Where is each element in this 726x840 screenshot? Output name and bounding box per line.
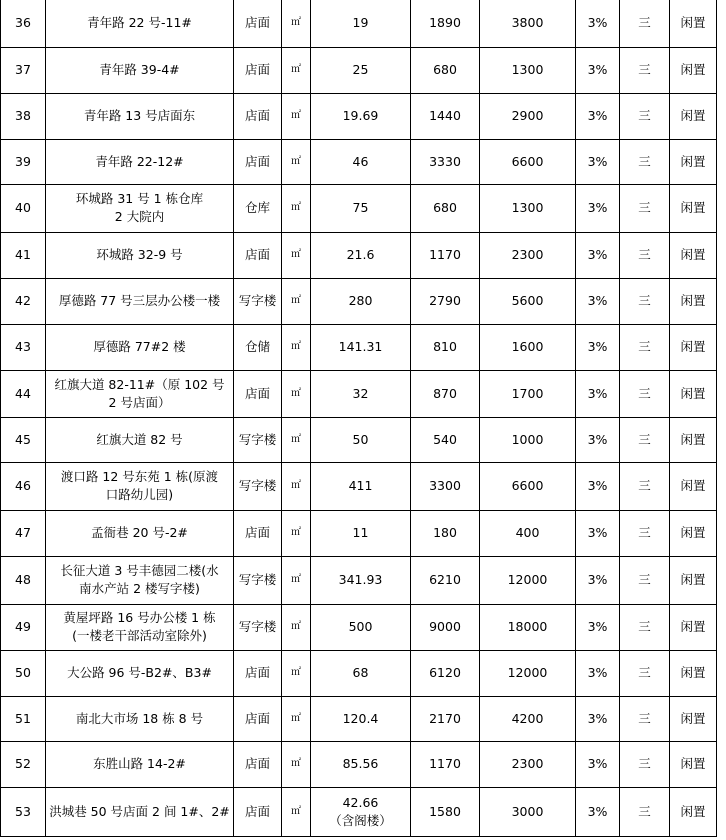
- rate-cell: 3%: [576, 787, 620, 836]
- row-number-cell: 49: [1, 604, 46, 650]
- usage-type-cell: 写字楼: [234, 556, 282, 604]
- status-cell: 闲置: [670, 696, 717, 741]
- amount-cell: 1700: [480, 370, 576, 417]
- area-line: 341.93: [338, 572, 383, 587]
- area-line: （含阁楼）: [329, 812, 392, 828]
- address-cell: [46, 370, 234, 417]
- price-cell: 3300: [411, 462, 480, 510]
- rate-cell: 3%: [576, 370, 620, 417]
- unit-cell: ㎡: [282, 741, 311, 787]
- unit-cell: ㎡: [282, 184, 311, 232]
- usage-type-cell: 仓储: [234, 324, 282, 370]
- usage-type-cell: 店面: [234, 370, 282, 417]
- address-line: 厚德路 77#2 楼: [93, 339, 186, 354]
- address-line: 青年路 13 号店面东: [83, 108, 196, 123]
- area-line: 85.56: [342, 756, 379, 771]
- table-row: [1, 787, 717, 836]
- amount-cell: 1000: [480, 417, 576, 462]
- price-cell: 810: [411, 324, 480, 370]
- unit-cell: ㎡: [282, 232, 311, 278]
- address-cell: [46, 650, 234, 696]
- status-cell: 闲置: [670, 278, 717, 324]
- row-number-cell: 46: [1, 462, 46, 510]
- amount-cell: 3800: [480, 0, 576, 47]
- address-cell: [46, 741, 234, 787]
- address-line: 南北大市场 18 栋 8 号: [75, 710, 204, 726]
- address-line: 青年路 39-4#: [99, 62, 180, 77]
- address-cell: [46, 0, 234, 47]
- grade-cell: 三: [620, 47, 670, 93]
- rate-cell: 3%: [576, 47, 620, 93]
- amount-cell: 2300: [480, 741, 576, 787]
- area-cell: [311, 0, 411, 47]
- status-cell: 闲置: [670, 741, 717, 787]
- amount-cell: 1600: [480, 324, 576, 370]
- rate-cell: 3%: [576, 696, 620, 741]
- status-cell: 闲置: [670, 232, 717, 278]
- address-cell: [46, 417, 234, 462]
- table-row: [1, 278, 717, 324]
- row-number-cell: 44: [1, 370, 46, 417]
- rate-cell: 3%: [576, 510, 620, 556]
- unit-cell: ㎡: [282, 462, 311, 510]
- rate-cell: 3%: [576, 184, 620, 232]
- rate-cell: 3%: [576, 604, 620, 650]
- amount-cell: 5600: [480, 278, 576, 324]
- usage-type-cell: 店面: [234, 93, 282, 139]
- status-cell: 闲置: [670, 417, 717, 462]
- table-row: [1, 556, 717, 604]
- amount-cell: 400: [480, 510, 576, 556]
- amount-cell: 4200: [480, 696, 576, 741]
- area-cell: [311, 47, 411, 93]
- usage-type-cell: 店面: [234, 139, 282, 184]
- grade-cell: 三: [620, 139, 670, 184]
- usage-type-cell: 写字楼: [234, 417, 282, 462]
- area-cell: [311, 324, 411, 370]
- area-line: 46: [352, 153, 369, 169]
- grade-cell: 三: [620, 696, 670, 741]
- status-cell: 闲置: [670, 604, 717, 650]
- row-number-cell: 40: [1, 184, 46, 232]
- area-cell: [311, 787, 411, 836]
- area-line: 50: [352, 431, 369, 447]
- usage-type-cell: 写字楼: [234, 604, 282, 650]
- area-cell: [311, 139, 411, 184]
- rate-cell: 3%: [576, 232, 620, 278]
- amount-cell: 1300: [480, 184, 576, 232]
- grade-cell: 三: [620, 278, 670, 324]
- grade-cell: 三: [620, 184, 670, 232]
- price-cell: 680: [411, 47, 480, 93]
- status-cell: 闲置: [670, 370, 717, 417]
- area-line: 19.69: [342, 108, 379, 123]
- area-cell: [311, 278, 411, 324]
- row-number-cell: 43: [1, 324, 46, 370]
- status-cell: 闲置: [670, 184, 717, 232]
- amount-cell: 2300: [480, 232, 576, 278]
- unit-cell: ㎡: [282, 650, 311, 696]
- table-row: [1, 324, 717, 370]
- area-cell: [311, 184, 411, 232]
- rate-cell: 3%: [576, 278, 620, 324]
- row-number-cell: 45: [1, 417, 46, 462]
- address-line: 厚德路 77 号三层办公楼一楼: [58, 293, 221, 308]
- unit-cell: ㎡: [282, 0, 311, 47]
- row-number-cell: 47: [1, 510, 46, 556]
- grade-cell: 三: [620, 604, 670, 650]
- status-cell: 闲置: [670, 47, 717, 93]
- area-cell: [311, 556, 411, 604]
- price-cell: 680: [411, 184, 480, 232]
- status-cell: 闲置: [670, 139, 717, 184]
- price-cell: 6210: [411, 556, 480, 604]
- row-number-cell: 39: [1, 139, 46, 184]
- table-row: [1, 370, 717, 417]
- area-line: 120.4: [342, 710, 379, 726]
- price-cell: 9000: [411, 604, 480, 650]
- row-number-cell: 50: [1, 650, 46, 696]
- area-cell: [311, 93, 411, 139]
- table-row: [1, 462, 717, 510]
- amount-cell: 12000: [480, 650, 576, 696]
- table-row: [1, 47, 717, 93]
- row-number-cell: 53: [1, 787, 46, 836]
- price-cell: 1170: [411, 741, 480, 787]
- unit-cell: ㎡: [282, 510, 311, 556]
- table-row: [1, 0, 717, 47]
- rate-cell: 3%: [576, 139, 620, 184]
- amount-cell: 2900: [480, 93, 576, 139]
- table-row: [1, 93, 717, 139]
- address-cell: [46, 47, 234, 93]
- area-cell: [311, 650, 411, 696]
- address-line: 红旗大道 82-11#（原 102 号: [54, 376, 225, 392]
- row-number-cell: 48: [1, 556, 46, 604]
- area-cell: [311, 370, 411, 417]
- area-line: 11: [352, 525, 369, 540]
- table-row: [1, 232, 717, 278]
- grade-cell: 三: [620, 462, 670, 510]
- address-line: (一楼老干部活动室除外): [72, 628, 207, 643]
- unit-cell: ㎡: [282, 696, 311, 741]
- table-body: [1, 0, 717, 836]
- address-cell: [46, 232, 234, 278]
- row-number-cell: 36: [1, 0, 46, 47]
- usage-type-cell: 店面: [234, 47, 282, 93]
- address-line: 红旗大道 82 号: [96, 431, 183, 447]
- usage-type-cell: 写字楼: [234, 278, 282, 324]
- area-line: 32: [352, 385, 369, 401]
- row-number-cell: 41: [1, 232, 46, 278]
- rate-cell: 3%: [576, 93, 620, 139]
- status-cell: 闲置: [670, 510, 717, 556]
- price-cell: 1580: [411, 787, 480, 836]
- table-row: [1, 650, 717, 696]
- address-cell: [46, 278, 234, 324]
- area-cell: [311, 462, 411, 510]
- rate-cell: 3%: [576, 417, 620, 462]
- table-row: [1, 417, 717, 462]
- address-line: 洪城巷 50 号店面 2 间 1#、2#: [49, 803, 230, 819]
- grade-cell: 三: [620, 510, 670, 556]
- address-line: 环城路 31 号 1 栋仓库: [75, 191, 204, 206]
- unit-cell: ㎡: [282, 47, 311, 93]
- price-cell: 2170: [411, 696, 480, 741]
- grade-cell: 三: [620, 650, 670, 696]
- area-cell: [311, 232, 411, 278]
- unit-cell: ㎡: [282, 556, 311, 604]
- area-line: 141.31: [338, 339, 383, 354]
- usage-type-cell: 店面: [234, 696, 282, 741]
- grade-cell: 三: [620, 370, 670, 417]
- unit-cell: ㎡: [282, 787, 311, 836]
- address-line: 渡口路 12 号东苑 1 栋(原渡: [60, 469, 219, 484]
- unit-cell: ㎡: [282, 370, 311, 417]
- address-line: 东胜山路 14-2#: [93, 756, 186, 771]
- status-cell: 闲置: [670, 324, 717, 370]
- address-cell: [46, 787, 234, 836]
- rate-cell: 3%: [576, 556, 620, 604]
- area-cell: [311, 696, 411, 741]
- usage-type-cell: 店面: [234, 787, 282, 836]
- area-line: 500: [348, 619, 373, 634]
- address-line: 长征大道 3 号丰德园二楼(水: [60, 563, 219, 578]
- address-cell: [46, 696, 234, 741]
- amount-cell: 6600: [480, 139, 576, 184]
- price-cell: 2790: [411, 278, 480, 324]
- unit-cell: ㎡: [282, 324, 311, 370]
- price-cell: 180: [411, 510, 480, 556]
- grade-cell: 三: [620, 93, 670, 139]
- usage-type-cell: 店面: [234, 650, 282, 696]
- row-number-cell: 42: [1, 278, 46, 324]
- unit-cell: ㎡: [282, 139, 311, 184]
- grade-cell: 三: [620, 787, 670, 836]
- usage-type-cell: 写字楼: [234, 462, 282, 510]
- area-line: 19: [352, 15, 369, 31]
- amount-cell: 6600: [480, 462, 576, 510]
- address-cell: [46, 93, 234, 139]
- address-cell: [46, 324, 234, 370]
- table-row: [1, 604, 717, 650]
- area-line: 25: [352, 62, 369, 77]
- table-row: [1, 510, 717, 556]
- usage-type-cell: 店面: [234, 0, 282, 47]
- row-number-cell: 51: [1, 696, 46, 741]
- table-row: [1, 696, 717, 741]
- area-line: 75: [352, 200, 369, 215]
- area-cell: [311, 510, 411, 556]
- price-cell: 3330: [411, 139, 480, 184]
- address-line: 2 大院内: [114, 209, 165, 224]
- row-number-cell: 38: [1, 93, 46, 139]
- grade-cell: 三: [620, 0, 670, 47]
- price-cell: 1170: [411, 232, 480, 278]
- price-cell: 1890: [411, 0, 480, 47]
- area-line: 68: [352, 665, 369, 680]
- grade-cell: 三: [620, 232, 670, 278]
- rate-cell: 3%: [576, 324, 620, 370]
- address-line: 孟衙巷 20 号-2#: [91, 525, 188, 540]
- usage-type-cell: 仓库: [234, 184, 282, 232]
- address-line: 青年路 22 号-11#: [87, 15, 192, 31]
- address-cell: [46, 184, 234, 232]
- row-number-cell: 37: [1, 47, 46, 93]
- amount-cell: 18000: [480, 604, 576, 650]
- table-row: [1, 139, 717, 184]
- area-cell: [311, 417, 411, 462]
- unit-cell: ㎡: [282, 278, 311, 324]
- status-cell: 闲置: [670, 462, 717, 510]
- area-cell: [311, 741, 411, 787]
- address-line: 黄屋坪路 16 号办公楼 1 栋: [63, 610, 216, 625]
- rate-cell: 3%: [576, 741, 620, 787]
- row-number-cell: 52: [1, 741, 46, 787]
- area-cell: [311, 604, 411, 650]
- table-row: [1, 184, 717, 232]
- amount-cell: 3000: [480, 787, 576, 836]
- area-line: 42.66: [342, 794, 379, 810]
- rate-cell: 3%: [576, 462, 620, 510]
- status-cell: 闲置: [670, 787, 717, 836]
- address-cell: [46, 510, 234, 556]
- status-cell: 闲置: [670, 93, 717, 139]
- rate-cell: 3%: [576, 0, 620, 47]
- grade-cell: 三: [620, 324, 670, 370]
- address-cell: [46, 139, 234, 184]
- table-row: [1, 741, 717, 787]
- address-line: 大公路 96 号-B2#、B3#: [67, 665, 212, 680]
- grade-cell: 三: [620, 741, 670, 787]
- price-cell: 1440: [411, 93, 480, 139]
- area-line: 411: [348, 478, 373, 493]
- address-line: 青年路 22-12#: [95, 153, 184, 169]
- grade-cell: 三: [620, 417, 670, 462]
- unit-cell: ㎡: [282, 604, 311, 650]
- amount-cell: 12000: [480, 556, 576, 604]
- unit-cell: ㎡: [282, 417, 311, 462]
- address-line: 2 号店面）: [108, 394, 171, 410]
- area-line: 21.6: [346, 247, 375, 262]
- address-line: 南水产站 2 楼写字楼): [79, 581, 200, 596]
- address-cell: [46, 604, 234, 650]
- status-cell: 闲置: [670, 0, 717, 47]
- area-line: 280: [348, 293, 373, 308]
- unit-cell: ㎡: [282, 93, 311, 139]
- rate-cell: 3%: [576, 650, 620, 696]
- address-line: 口路幼儿园): [105, 487, 174, 502]
- grade-cell: 三: [620, 556, 670, 604]
- amount-cell: 1300: [480, 47, 576, 93]
- address-cell: [46, 462, 234, 510]
- price-cell: 6120: [411, 650, 480, 696]
- price-cell: 870: [411, 370, 480, 417]
- address-cell: [46, 556, 234, 604]
- status-cell: 闲置: [670, 556, 717, 604]
- usage-type-cell: 店面: [234, 741, 282, 787]
- price-cell: 540: [411, 417, 480, 462]
- usage-type-cell: 店面: [234, 510, 282, 556]
- status-cell: 闲置: [670, 650, 717, 696]
- address-line: 环城路 32-9 号: [96, 247, 183, 262]
- usage-type-cell: 店面: [234, 232, 282, 278]
